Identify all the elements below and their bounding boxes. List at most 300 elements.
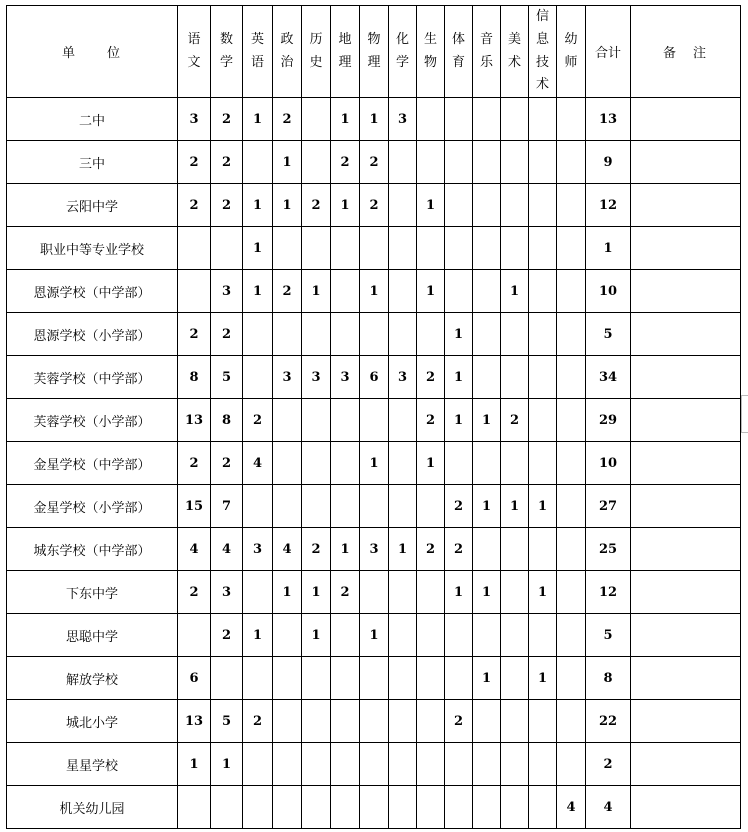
remark-cell [631, 700, 741, 743]
count-cell [273, 614, 302, 657]
count-cell [501, 313, 529, 356]
remark-header: 备 注 [631, 6, 741, 98]
count-cell [331, 657, 360, 700]
count-cell [273, 743, 302, 786]
count-cell [501, 356, 529, 399]
count-cell: 2 [331, 141, 360, 184]
count-cell: 1 [529, 657, 557, 700]
count-cell [331, 485, 360, 528]
remark-cell [631, 571, 741, 614]
count-cell [501, 141, 529, 184]
count-cell: 2 [211, 614, 243, 657]
count-cell: 1 [445, 356, 473, 399]
count-cell [243, 485, 273, 528]
subject-header: 历史 [302, 6, 331, 98]
count-cell [557, 356, 586, 399]
total-cell: 1 [586, 227, 631, 270]
unit-cell: 下东中学 [7, 571, 178, 614]
subject-header: 化学 [389, 6, 417, 98]
subject-header: 地理 [331, 6, 360, 98]
count-cell [331, 700, 360, 743]
count-cell: 2 [178, 313, 211, 356]
count-cell [557, 528, 586, 571]
subject-header: 物理 [360, 6, 389, 98]
count-cell: 1 [243, 227, 273, 270]
count-cell [417, 141, 445, 184]
count-cell: 1 [211, 743, 243, 786]
count-cell: 1 [445, 399, 473, 442]
count-cell: 1 [417, 442, 445, 485]
subject-header: 政治 [273, 6, 302, 98]
count-cell: 1 [243, 270, 273, 313]
count-cell [273, 485, 302, 528]
count-cell [501, 442, 529, 485]
table-row [7, 786, 741, 829]
count-cell: 1 [302, 270, 331, 313]
unit-cell: 思聪中学 [7, 614, 178, 657]
subject-header: 语文 [178, 6, 211, 98]
total-cell: 2 [586, 743, 631, 786]
count-cell [445, 657, 473, 700]
count-cell: 2 [178, 442, 211, 485]
table-row [7, 571, 741, 614]
total-cell: 5 [586, 313, 631, 356]
count-cell [211, 786, 243, 829]
count-cell [243, 657, 273, 700]
count-cell: 1 [302, 571, 331, 614]
count-cell: 1 [331, 98, 360, 141]
count-cell: 1 [273, 571, 302, 614]
count-cell [445, 743, 473, 786]
count-cell [501, 227, 529, 270]
count-cell [243, 356, 273, 399]
count-cell [501, 743, 529, 786]
unit-cell: 机关幼儿园 [7, 786, 178, 829]
count-cell: 2 [178, 184, 211, 227]
remark-cell [631, 657, 741, 700]
count-cell [211, 657, 243, 700]
count-cell [529, 98, 557, 141]
table-row [7, 184, 741, 227]
count-cell [445, 270, 473, 313]
count-cell: 3 [211, 571, 243, 614]
total-cell: 9 [586, 141, 631, 184]
remark-cell [631, 743, 741, 786]
count-cell [473, 442, 501, 485]
table-row [7, 657, 741, 700]
count-cell: 2 [178, 141, 211, 184]
count-cell [273, 700, 302, 743]
unit-cell: 恩源学校（中学部） [7, 270, 178, 313]
count-cell [331, 786, 360, 829]
subject-header: 体育 [445, 6, 473, 98]
unit-cell: 三中 [7, 141, 178, 184]
total-cell: 27 [586, 485, 631, 528]
count-cell [389, 571, 417, 614]
count-cell [243, 743, 273, 786]
count-cell: 4 [211, 528, 243, 571]
count-cell [417, 700, 445, 743]
count-cell [389, 614, 417, 657]
count-cell: 2 [211, 313, 243, 356]
count-cell [302, 141, 331, 184]
count-cell [360, 700, 389, 743]
count-cell: 1 [331, 528, 360, 571]
count-cell: 2 [417, 356, 445, 399]
remark-cell [631, 786, 741, 829]
count-cell: 1 [302, 614, 331, 657]
count-cell [302, 743, 331, 786]
total-cell: 10 [586, 442, 631, 485]
unit-cell: 云阳中学 [7, 184, 178, 227]
count-cell: 1 [417, 270, 445, 313]
count-cell [501, 571, 529, 614]
count-cell: 5 [211, 700, 243, 743]
count-cell [417, 98, 445, 141]
count-cell [389, 786, 417, 829]
count-cell [557, 485, 586, 528]
count-cell: 2 [302, 184, 331, 227]
unit-cell: 星星学校 [7, 743, 178, 786]
unit-cell: 金星学校（中学部） [7, 442, 178, 485]
total-header: 合计 [586, 6, 631, 98]
count-cell [273, 399, 302, 442]
remark-cell [631, 442, 741, 485]
count-cell: 2 [211, 98, 243, 141]
count-cell [501, 98, 529, 141]
remark-cell [631, 98, 741, 141]
count-cell [529, 184, 557, 227]
count-cell [501, 657, 529, 700]
count-cell [529, 141, 557, 184]
subject-header: 信息技术 [529, 6, 557, 98]
table-row [7, 442, 741, 485]
remark-cell [631, 399, 741, 442]
count-cell: 1 [445, 571, 473, 614]
count-cell [360, 743, 389, 786]
table-row [7, 227, 741, 270]
count-cell: 8 [178, 356, 211, 399]
count-cell [473, 270, 501, 313]
count-cell [529, 614, 557, 657]
count-cell: 2 [501, 399, 529, 442]
count-cell: 1 [445, 313, 473, 356]
count-cell [302, 227, 331, 270]
count-cell: 3 [302, 356, 331, 399]
count-cell: 1 [178, 743, 211, 786]
count-cell [417, 485, 445, 528]
count-cell: 2 [211, 141, 243, 184]
count-cell [211, 227, 243, 270]
count-cell: 4 [178, 528, 211, 571]
count-cell: 1 [473, 571, 501, 614]
table-row [7, 743, 741, 786]
total-cell: 29 [586, 399, 631, 442]
count-cell: 1 [243, 184, 273, 227]
count-cell [557, 399, 586, 442]
count-cell [360, 227, 389, 270]
remark-cell [631, 227, 741, 270]
count-cell [473, 141, 501, 184]
unit-header: 单 位 [7, 6, 178, 98]
count-cell: 1 [243, 98, 273, 141]
table-row [7, 700, 741, 743]
count-cell [178, 270, 211, 313]
count-cell: 2 [273, 270, 302, 313]
count-cell [417, 657, 445, 700]
count-cell: 3 [243, 528, 273, 571]
count-cell [501, 184, 529, 227]
count-cell [473, 313, 501, 356]
count-cell [331, 270, 360, 313]
count-cell [389, 700, 417, 743]
count-cell [302, 313, 331, 356]
subject-header: 生物 [417, 6, 445, 98]
count-cell [389, 313, 417, 356]
count-cell: 3 [331, 356, 360, 399]
count-cell: 1 [529, 485, 557, 528]
count-cell [331, 442, 360, 485]
count-cell [473, 227, 501, 270]
count-cell [557, 227, 586, 270]
count-cell: 2 [360, 141, 389, 184]
count-cell [302, 442, 331, 485]
page-edge-mark [741, 395, 748, 433]
count-cell [529, 786, 557, 829]
teacher-allocation-table [6, 5, 741, 829]
count-cell [360, 399, 389, 442]
count-cell: 7 [211, 485, 243, 528]
count-cell [389, 270, 417, 313]
unit-cell: 芙蓉学校（小学部） [7, 399, 178, 442]
count-cell [473, 700, 501, 743]
total-cell: 12 [586, 571, 631, 614]
count-cell: 1 [473, 485, 501, 528]
count-cell [417, 786, 445, 829]
count-cell: 15 [178, 485, 211, 528]
unit-cell: 解放学校 [7, 657, 178, 700]
subject-header: 英语 [243, 6, 273, 98]
count-cell: 1 [360, 614, 389, 657]
count-cell: 1 [243, 614, 273, 657]
count-cell [529, 399, 557, 442]
count-cell: 3 [273, 356, 302, 399]
count-cell [417, 313, 445, 356]
count-cell: 6 [178, 657, 211, 700]
header-row [7, 6, 741, 98]
remark-cell [631, 528, 741, 571]
remark-cell [631, 614, 741, 657]
count-cell [557, 743, 586, 786]
remark-cell [631, 313, 741, 356]
unit-cell: 金星学校（小学部） [7, 485, 178, 528]
count-cell [243, 141, 273, 184]
count-cell [331, 399, 360, 442]
count-cell: 5 [211, 356, 243, 399]
total-cell: 10 [586, 270, 631, 313]
count-cell [360, 571, 389, 614]
table-row [7, 98, 741, 141]
table-row [7, 270, 741, 313]
count-cell [302, 700, 331, 743]
table-row [7, 528, 741, 571]
count-cell: 13 [178, 700, 211, 743]
count-cell: 1 [501, 270, 529, 313]
count-cell [178, 786, 211, 829]
count-cell: 4 [243, 442, 273, 485]
count-cell [557, 313, 586, 356]
count-cell [360, 657, 389, 700]
subject-header: 幼师 [557, 6, 586, 98]
count-cell [178, 614, 211, 657]
count-cell [243, 571, 273, 614]
count-cell: 2 [211, 442, 243, 485]
count-cell [445, 614, 473, 657]
count-cell: 4 [273, 528, 302, 571]
count-cell: 1 [273, 184, 302, 227]
count-cell: 1 [389, 528, 417, 571]
count-cell [417, 614, 445, 657]
count-cell [501, 614, 529, 657]
table-row [7, 356, 741, 399]
count-cell: 13 [178, 399, 211, 442]
count-cell [360, 313, 389, 356]
remark-cell [631, 141, 741, 184]
count-cell: 1 [360, 270, 389, 313]
count-cell [557, 98, 586, 141]
count-cell: 1 [529, 571, 557, 614]
count-cell: 2 [178, 571, 211, 614]
count-cell: 2 [273, 98, 302, 141]
table-row [7, 399, 741, 442]
count-cell [360, 786, 389, 829]
count-cell [529, 743, 557, 786]
count-cell [302, 786, 331, 829]
count-cell: 1 [331, 184, 360, 227]
count-cell: 3 [178, 98, 211, 141]
count-cell [331, 227, 360, 270]
count-cell [389, 743, 417, 786]
count-cell [302, 399, 331, 442]
count-cell: 3 [211, 270, 243, 313]
unit-cell: 芙蓉学校（中学部） [7, 356, 178, 399]
count-cell: 3 [360, 528, 389, 571]
remark-cell [631, 184, 741, 227]
count-cell [331, 614, 360, 657]
count-cell [473, 786, 501, 829]
count-cell [529, 270, 557, 313]
count-cell [389, 227, 417, 270]
unit-cell: 职业中等专业学校 [7, 227, 178, 270]
count-cell [557, 141, 586, 184]
count-cell [243, 786, 273, 829]
count-cell [273, 442, 302, 485]
count-cell: 2 [417, 528, 445, 571]
count-cell [243, 313, 273, 356]
count-cell [331, 313, 360, 356]
count-cell: 2 [417, 399, 445, 442]
total-cell: 34 [586, 356, 631, 399]
count-cell [557, 614, 586, 657]
count-cell: 4 [557, 786, 586, 829]
count-cell: 3 [389, 98, 417, 141]
count-cell [473, 98, 501, 141]
unit-cell: 恩源学校（小学部） [7, 313, 178, 356]
count-cell [557, 700, 586, 743]
count-cell [445, 184, 473, 227]
total-cell: 12 [586, 184, 631, 227]
remark-cell [631, 356, 741, 399]
remark-cell [631, 485, 741, 528]
count-cell [529, 700, 557, 743]
count-cell [273, 227, 302, 270]
count-cell [501, 700, 529, 743]
subject-header: 美术 [501, 6, 529, 98]
count-cell: 1 [417, 184, 445, 227]
count-cell [389, 399, 417, 442]
count-cell: 1 [473, 399, 501, 442]
count-cell [529, 227, 557, 270]
count-cell [389, 485, 417, 528]
count-cell: 1 [360, 98, 389, 141]
count-cell: 1 [273, 141, 302, 184]
table-row [7, 614, 741, 657]
count-cell: 3 [389, 356, 417, 399]
count-cell: 8 [211, 399, 243, 442]
count-cell [417, 743, 445, 786]
count-cell [273, 657, 302, 700]
count-cell [529, 313, 557, 356]
total-cell: 25 [586, 528, 631, 571]
remark-cell [631, 270, 741, 313]
count-cell [445, 227, 473, 270]
count-cell [273, 313, 302, 356]
count-cell [445, 786, 473, 829]
unit-cell: 城北小学 [7, 700, 178, 743]
count-cell [473, 743, 501, 786]
count-cell: 2 [445, 485, 473, 528]
subject-header: 音乐 [473, 6, 501, 98]
count-cell [557, 571, 586, 614]
count-cell: 1 [473, 657, 501, 700]
count-cell [557, 442, 586, 485]
table-row [7, 141, 741, 184]
count-cell [529, 356, 557, 399]
count-cell: 2 [331, 571, 360, 614]
count-cell [445, 442, 473, 485]
count-cell [417, 227, 445, 270]
count-cell [445, 98, 473, 141]
total-cell: 13 [586, 98, 631, 141]
count-cell [417, 571, 445, 614]
count-cell: 2 [360, 184, 389, 227]
count-cell [473, 184, 501, 227]
unit-cell: 二中 [7, 98, 178, 141]
count-cell: 2 [211, 184, 243, 227]
count-cell: 2 [445, 700, 473, 743]
table-row [7, 313, 741, 356]
count-cell [389, 184, 417, 227]
count-cell [302, 98, 331, 141]
count-cell [302, 485, 331, 528]
count-cell [389, 141, 417, 184]
count-cell: 2 [243, 399, 273, 442]
count-cell [473, 356, 501, 399]
total-cell: 4 [586, 786, 631, 829]
unit-cell: 城东学校（中学部） [7, 528, 178, 571]
count-cell [473, 528, 501, 571]
count-cell [529, 442, 557, 485]
